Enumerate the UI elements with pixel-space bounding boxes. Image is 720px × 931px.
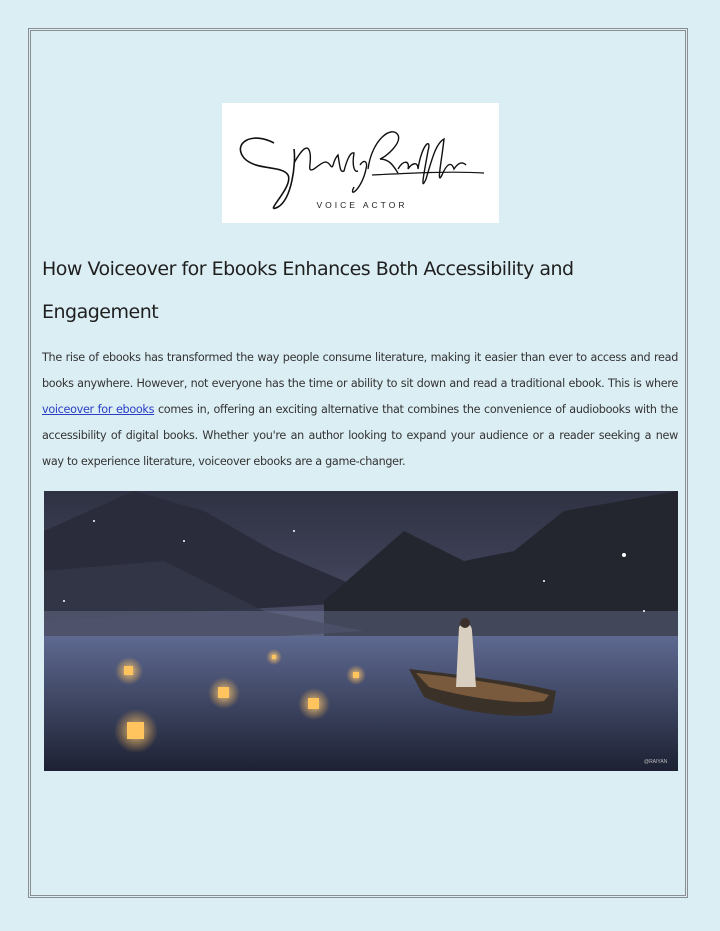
voiceover-for-ebooks-link[interactable]: voiceover for ebooks [42, 403, 155, 416]
paragraph-text-after-link: comes in, offering an exciting alternative that combines the convenience of audiobooks with the accessibility of digital books. Whether you're an author looking to expand your audience or a reader seeking a new way to experience literature, voiceover ebooks are a game-changer. [42, 403, 678, 468]
article-title: How Voiceover for Ebooks Enhances Both Accessibility and Engagement [42, 258, 574, 323]
logo-signature [222, 103, 499, 223]
hero-image [44, 491, 678, 771]
paragraph-text-before-link: The rise of ebooks has transformed the way people consume literature, making it easier than ever to access and read books anywhere. However, not everyone has the time or ability to sit down and read a traditional ebook. This is where [42, 351, 678, 390]
logo-subtitle: VOICE ACTOR [316, 200, 408, 210]
image-watermark: @RAIYAN [644, 759, 668, 765]
logo [222, 103, 499, 223]
article-paragraph [42, 345, 678, 475]
